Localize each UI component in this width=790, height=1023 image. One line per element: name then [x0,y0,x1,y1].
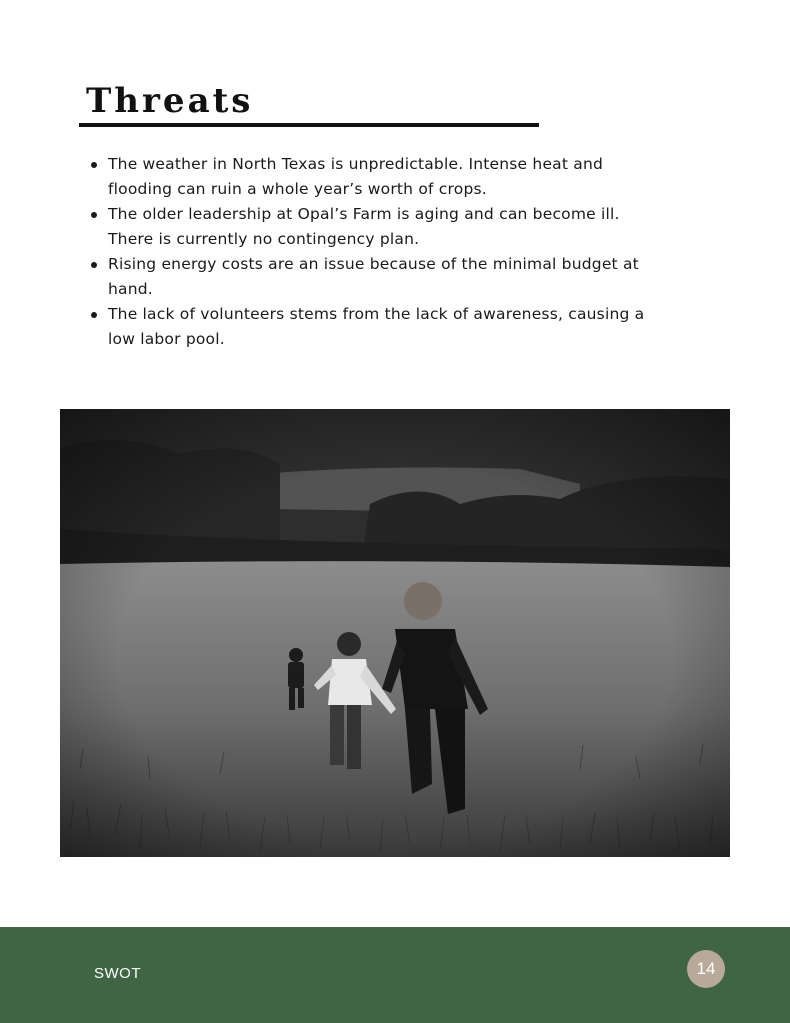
list-item: The older leadership at Opal’s Farm is aging and can become ill. There is currently no contingency plan. [86,202,656,252]
footer-bar [0,927,790,1023]
page-title: Threats [86,81,254,121]
section-label: SWOT [94,965,141,982]
page-number-badge: 14 [687,950,725,988]
threats-list [86,152,656,352]
list-item: The lack of volunteers stems from the lack of awareness, causing a low labor pool. [86,302,656,352]
list-item: The weather in North Texas is unpredictable. Intense heat and flooding can ruin a whole year’s worth of crops. [86,152,656,202]
list-item: Rising energy costs are an issue because of the minimal budget at hand. [86,252,656,302]
title-underline [79,123,539,127]
children-running-field-photo [60,409,730,857]
